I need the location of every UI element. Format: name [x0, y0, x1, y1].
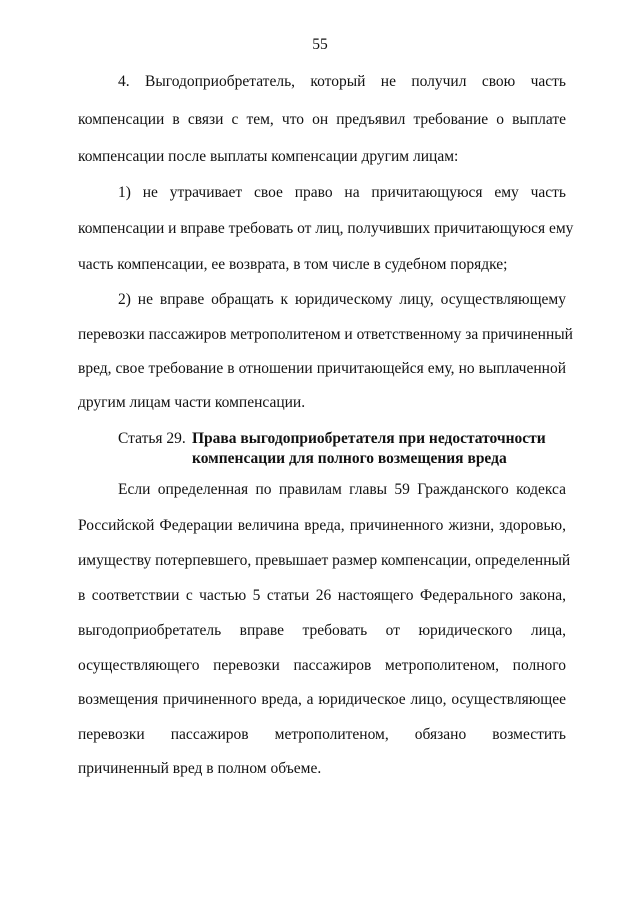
article-title-line-2: компенсации для полного возмещения вреда [192, 450, 507, 467]
article-body-line-9: причиненный вред в полном объеме. [78, 760, 322, 777]
article-title-line-1: Права выгодоприобретателя при недостаточности [192, 430, 546, 447]
page-number: 55 [312, 36, 328, 53]
paragraph-4-line-3: компенсации после выплаты компенсации другим лицам: [78, 148, 459, 165]
item-1-line-2: компенсации и вправе требовать от лиц, получивших причитающуюся ему [78, 220, 574, 237]
item-2-line-3: вред, свое требование в отношении причитающейся ему, но выплаченной [78, 360, 566, 377]
article-body-line-4: в соответствии с частью 5 статьи 26 настоящего Федерального закона, [78, 587, 566, 604]
article-body-line-5: выгодоприобретатель вправе требовать от юридического лица, [78, 622, 566, 639]
article-label: Статья 29. [118, 430, 186, 447]
item-1-line-3: часть компенсации, ее возврата, в том числе в судебном порядке; [78, 256, 508, 273]
article-body-line-8: перевозки пассажиров метрополитеном, обязано возместить [78, 726, 566, 743]
item-2-line-1: 2) не вправе обращать к юридическому лицу, осуществляющему [118, 291, 566, 308]
article-body-line-3: имуществу потерпевшего, превышает размер компенсации, определенный [78, 552, 571, 569]
article-body-line-6: осуществляющего перевозки пассажиров метрополитеном, полного [78, 657, 566, 674]
article-body-line-1: Если определенная по правилам главы 59 Гражданского кодекса [118, 481, 566, 498]
paragraph-4-line-1: 4. Выгодоприобретатель, который не получил свою часть [118, 73, 566, 90]
item-2-line-4: другим лицам части компенсации. [78, 394, 306, 411]
article-body-line-7: возмещения причиненного вреда, а юридическое лицо, осуществляющее [78, 691, 566, 708]
paragraph-4-line-2: компенсации в связи с тем, что он предъявил требование о выплате [78, 111, 566, 128]
article-body-line-2: Российской Федерации величина вреда, причиненного жизни, здоровью, [78, 517, 566, 534]
item-2-line-2: перевозки пассажиров метрополитеном и ответственному за причиненный [78, 326, 573, 343]
item-1-line-1: 1) не утрачивает свое право на причитающуюся ему часть [118, 184, 566, 201]
